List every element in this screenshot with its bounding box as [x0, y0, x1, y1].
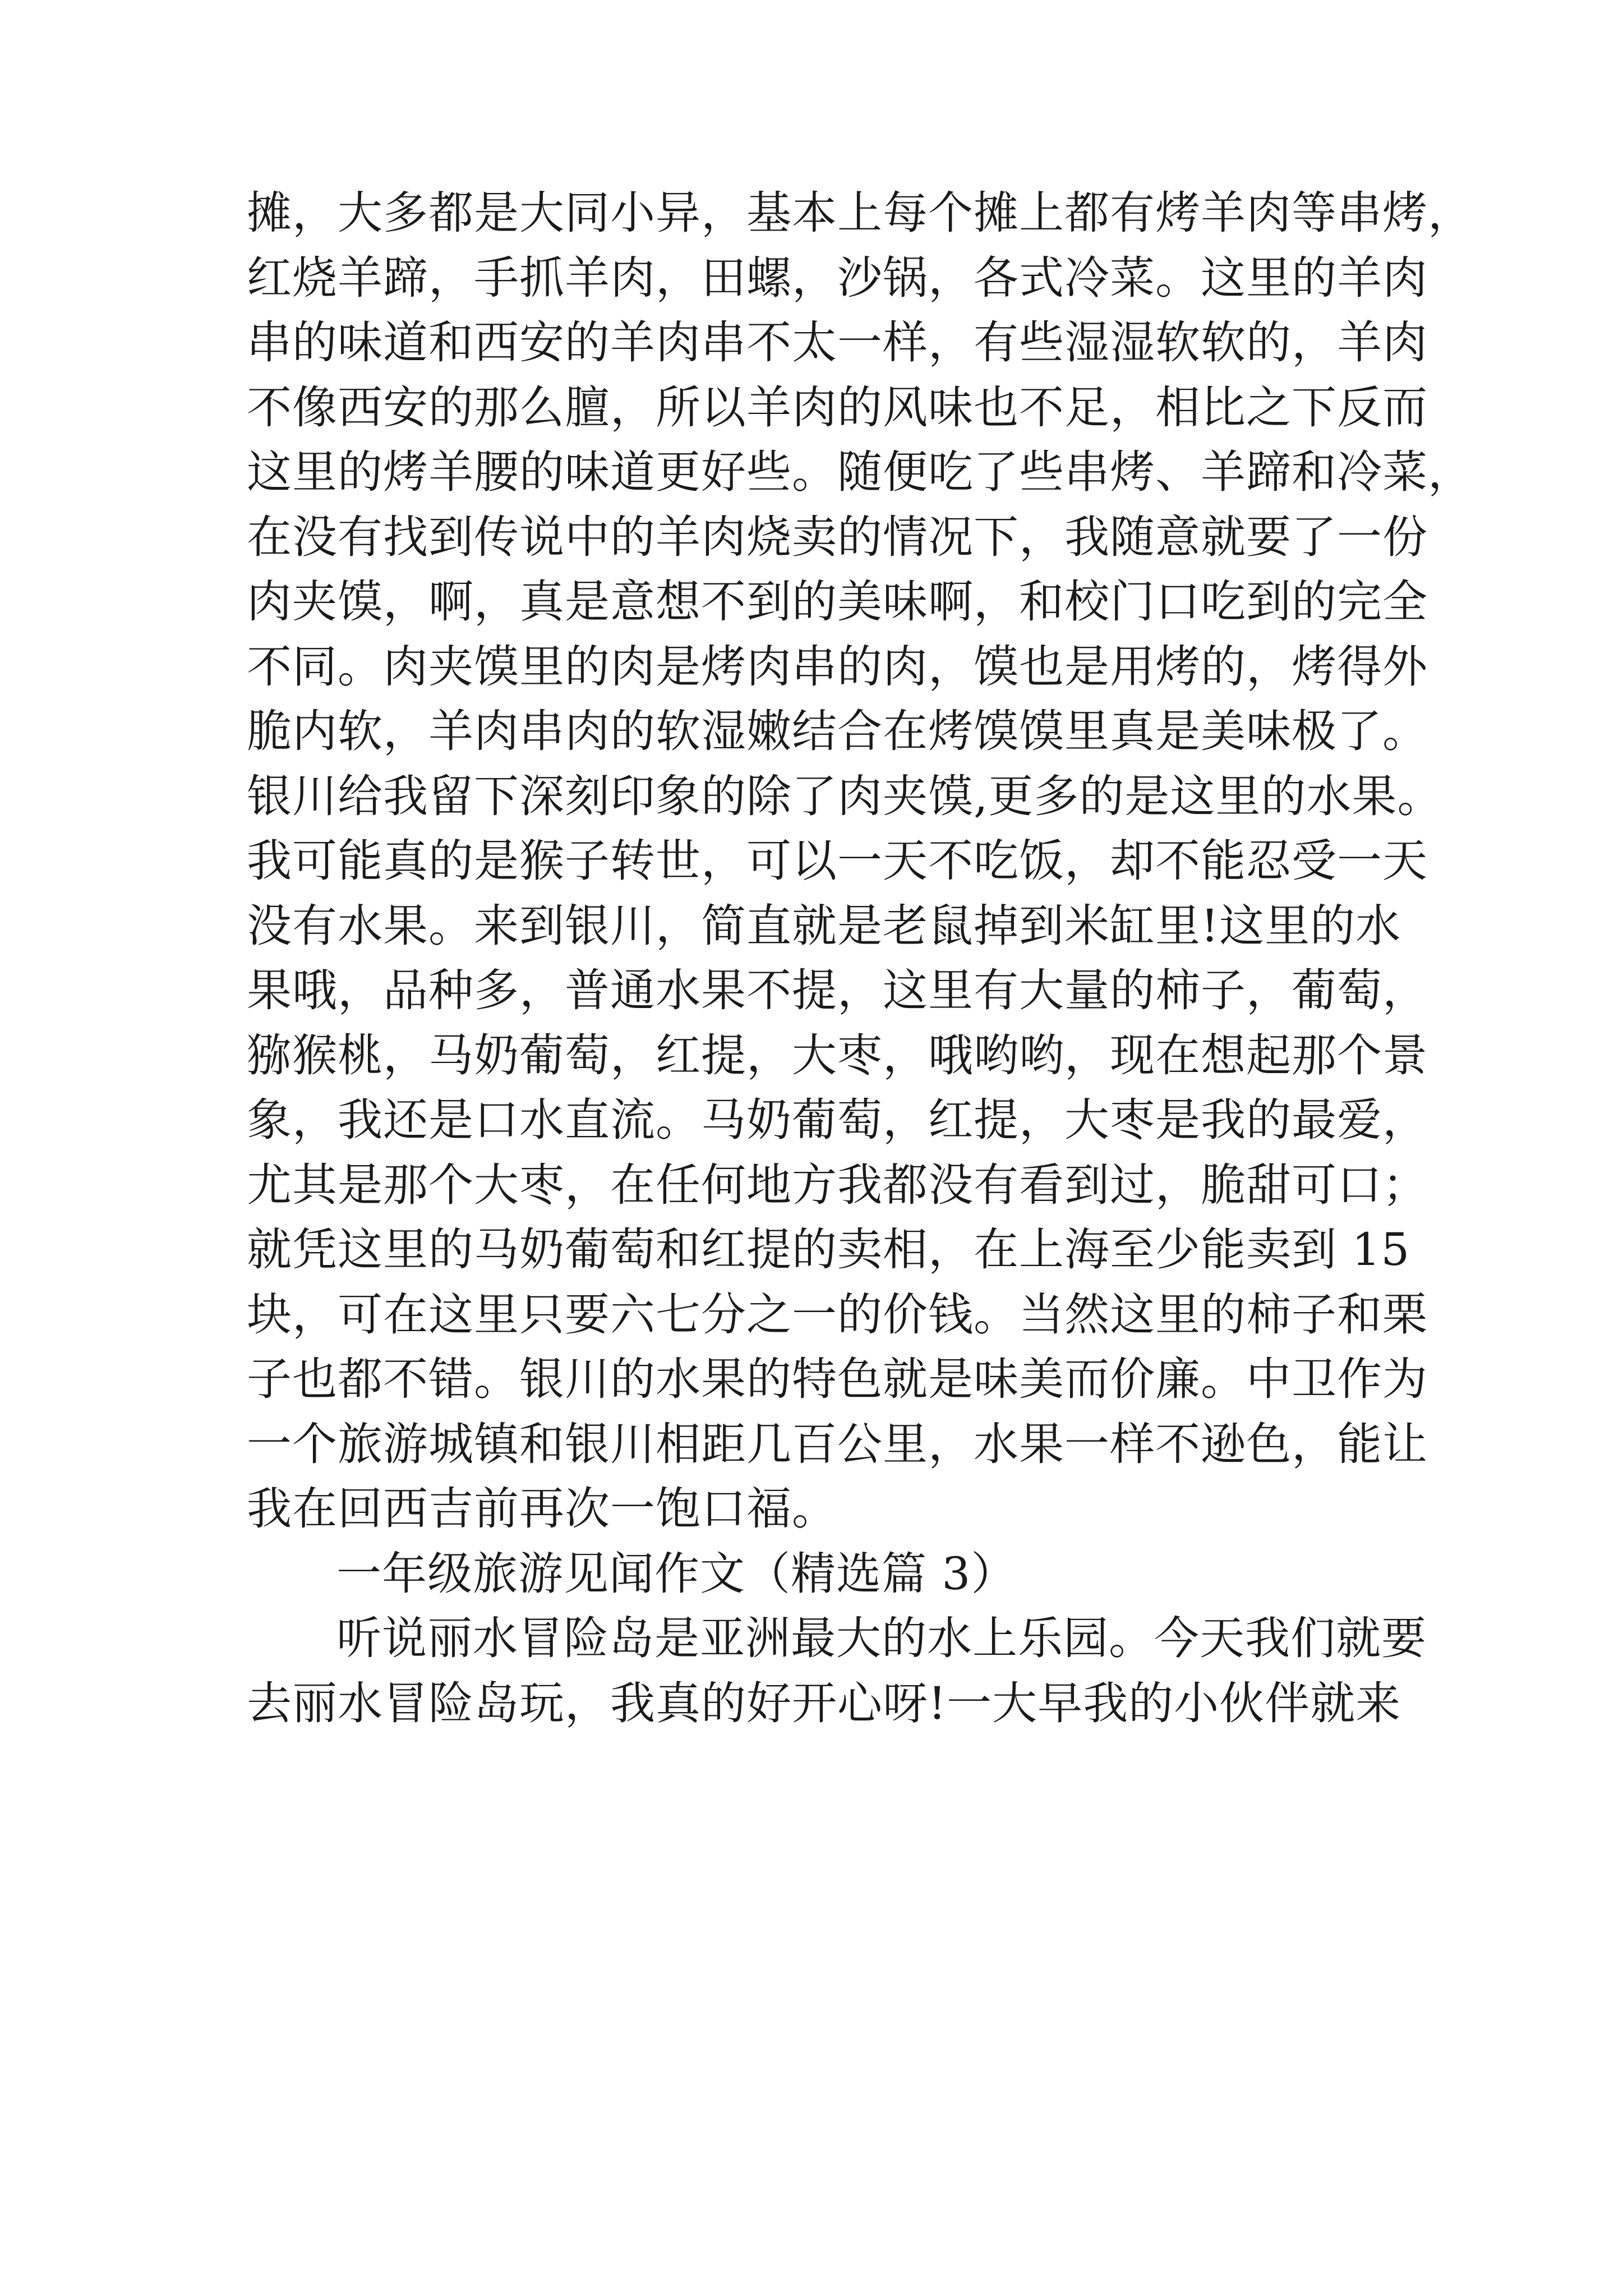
- text-line: 就凭这里的马奶葡萄和红提的卖相，在上海至少能卖到 15: [247, 1223, 1410, 1276]
- text-line: 银川给我留下深刻印象的除了肉夹馍,更多的是这里的水果。: [247, 770, 1443, 822]
- text-line: 猕猴桃，马奶葡萄，红提，大枣，哦哟哟，现在想起那个景: [247, 1029, 1428, 1082]
- text-line: 不同。肉夹馍里的肉是烤肉串的肉，馍也是用烤的，烤得外: [247, 640, 1428, 693]
- text-line: 没有水果。来到银川，简直就是老鼠掉到米缸里!这里的水: [247, 899, 1401, 952]
- text-line: 去丽水冒险岛玩，我真的好开心呀!一大早我的小伙伴就来: [247, 1677, 1401, 1729]
- text-line: 这里的烤羊腰的味道更好些。随便吃了些串烤、羊蹄和冷菜，: [247, 446, 1473, 498]
- text-line: 不像西安的那么膻，所以羊肉的风味也不足，相比之下反而: [247, 381, 1428, 434]
- text-line: 我可能真的是猴子转世，可以一天不吃饭，却不能忍受一天: [247, 835, 1428, 887]
- text-line: 块，可在这里只要六七分之一的价钱。当然这里的柿子和栗: [247, 1288, 1428, 1341]
- text-line: 听说丽水冒险岛是亚洲最大的水上乐园。今天我们就要: [336, 1612, 1427, 1664]
- section-heading: 一年级旅游见闻作文（精选篇 3）: [336, 1547, 1017, 1600]
- text-line: 脆内软，羊肉串肉的软湿嫩结合在烤馍馍里真是美味极了。: [247, 705, 1428, 757]
- text-line: 子也都不错。银川的水果的特色就是味美而价廉。中卫作为: [247, 1353, 1428, 1405]
- text-line: 我在回西吉前再次一饱口福。: [247, 1483, 837, 1535]
- text-line: 肉夹馍，啊，真是意想不到的美味啊，和校门口吃到的完全: [247, 576, 1428, 628]
- text-line: 象，我还是口水直流。马奶葡萄，红提，大枣是我的最爱，: [247, 1094, 1428, 1146]
- text-line: 红烧羊蹄，手抓羊肉，田螺，沙锅，各式冷菜。这里的羊肉: [247, 251, 1428, 304]
- text-line: 尤其是那个大枣，在任何地方我都没有看到过，脆甜可口；: [247, 1158, 1428, 1211]
- text-line: 摊，大多都是大同小异，基本上每个摊上都有烤羊肉等串烤，: [247, 187, 1473, 239]
- text-line: 串的味道和西安的羊肉串不太一样，有些湿湿软软的，羊肉: [247, 316, 1428, 369]
- document-body: [247, 181, 1473, 1736]
- text-line: 果哦，品种多，普通水果不提，这里有大量的柿子，葡萄，: [247, 964, 1428, 1016]
- text-line: 在没有找到传说中的羊肉烧卖的情况下，我随意就要了一份: [247, 510, 1428, 563]
- text-line: 一个旅游城镇和银川相距几百公里，水果一样不逊色，能让: [247, 1418, 1428, 1470]
